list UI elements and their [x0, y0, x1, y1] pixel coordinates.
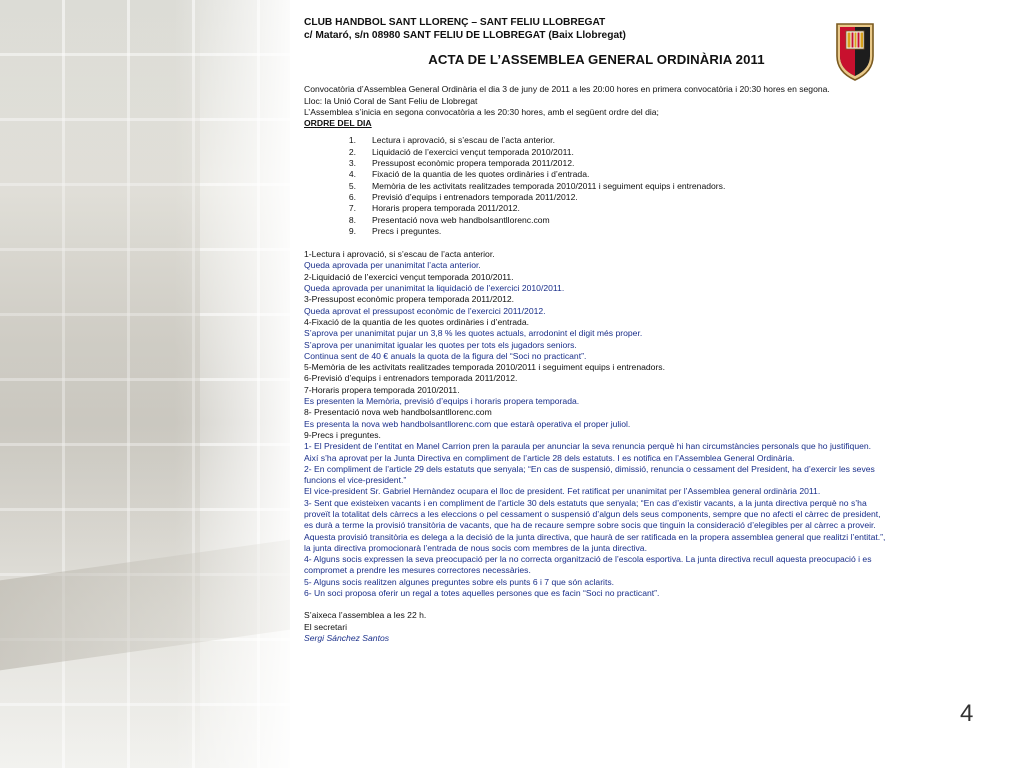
secretary-name: Sergi Sánchez Santos — [304, 632, 390, 643]
document-title: ACTA DE L’ASSEMBLEA GENERAL ORDINÀRIA 2011 — [428, 52, 765, 67]
minutes-item-resolution: Continua sent de 40 € anuals la quota de la figura del “Soci no practicant”. — [304, 350, 587, 361]
agenda-item-number: 1. — [348, 135, 356, 146]
agenda-list — [304, 135, 889, 237]
agenda-item — [304, 158, 889, 169]
agenda-item-number: 5. — [348, 180, 356, 191]
minutes-item-resolution: El vice-president Sr. Gabriel Hernàndez ocupara el lloc de president. Fet ratificat per unanimitat per l’Assemblea general ordinària 2011. — [304, 486, 821, 497]
secretary-label: El secretari — [304, 621, 347, 632]
minutes-item-resolution: Queda aprovat el pressupost econòmic de l’exercici 2011/2012. — [304, 305, 546, 316]
intro-start: L’Assemblea s’inicia en segona convocatòria a les 20:30 hores, amb el següent ordre del dia; — [304, 106, 659, 117]
minutes-item-heading: 9-Precs i preguntes. — [304, 429, 381, 440]
agenda-item — [304, 215, 889, 226]
minutes-item-resolution: 1- El President de l’entitat en Manel Carrion pren la paraula per anunciar la seva renuncia perquè hi han circumstàncies personals que ho justifiquen. — [304, 441, 872, 452]
agenda-item-number: 9. — [348, 225, 356, 236]
agenda-heading: ORDRE DEL DIA — [304, 118, 372, 129]
document-body — [304, 16, 889, 644]
minutes-item-heading: 7-Horaris propera temporada 2010/2011. — [304, 384, 460, 395]
agenda-item-text: Pressupost econòmic propera temporada 2011/2012. — [372, 158, 575, 169]
minutes-item-heading: 5-Memòria de les activitats realitzades temporada 2010/2011 i seguiment equips i entrenadors. — [304, 362, 665, 373]
minutes-item-resolution: S’aprova per unanimitat pujar un 3,8 % les quotes actuals, arrodonint el digit més proper. — [304, 328, 643, 339]
page-number: 4 — [960, 700, 974, 727]
agenda-item-number: 4. — [348, 169, 356, 180]
minutes-item-resolution: 5- Alguns socis realitzen algunes preguntes sobre els punts 6 i 7 que són aclarits. — [304, 576, 615, 587]
minutes-item-heading: 3-Pressupost econòmic propera temporada 2011/2012. — [304, 294, 515, 305]
minutes-item-resolution: Es presenta la nova web handbolsantllorenc.com que estarà operativa el proper juliol. — [304, 418, 631, 429]
club-name: CLUB HANDBOL SANT LLORENÇ – SANT FELIU LLOBREGAT — [304, 17, 606, 28]
agenda-item — [304, 203, 889, 214]
agenda-item-number: 6. — [348, 191, 356, 202]
minutes-item-resolution: 4- Alguns socis expressen la seva preocupació per la no correcta organització de l’escola esportiva. La junta directiva recull aquesta preocupació i es compromet a prendre les mesures correctores necessàries. — [304, 554, 872, 576]
closing-line: S’aixeca l’assemblea a les 22 h. — [304, 610, 427, 621]
agenda-item — [304, 192, 889, 203]
minutes-item-resolution: Queda aprovada per unanimitat l’acta anterior. — [304, 260, 481, 271]
agenda-item-text: Memòria de les activitats realitzades temporada 2010/2011 i seguiment equips i entrenadors. — [372, 180, 726, 191]
agenda-item-text: Liquidació de l’exercici vençut temporada 2010/2011. — [372, 146, 574, 157]
agenda-item-number: 8. — [348, 214, 356, 225]
minutes-item-resolution: S’aprova per unanimitat igualar les quotes per tots els jugadors seniors. — [304, 339, 577, 350]
agenda-item-text: Precs i preguntes. — [372, 225, 442, 236]
minutes-item-heading: 6-Previsió d’equips i entrenadors temporada 2011/2012. — [304, 373, 518, 384]
minutes-item-resolution: Queda aprovada per unanimitat la liquidació de l’exercici 2010/2011. — [304, 283, 565, 294]
agenda-item-text: Previsió d’equips i entrenadors temporada 2011/2012. — [372, 191, 578, 202]
minutes-item-heading: 2-Liquidació de l’exercici vençut temporada 2010/2011. — [304, 271, 514, 282]
agenda-item-number: 7. — [348, 203, 356, 214]
minutes-item-resolution: Així s’ha aprovat per la Junta Directiva en compliment de l’article 28 dels estatuts. I es notifica en l’Assemblea General Ordinària. — [304, 452, 795, 463]
minutes-item-heading: 1-Lectura i aprovació, si s’escau de l’acta anterior. — [304, 249, 495, 260]
agenda-item — [304, 135, 889, 146]
agenda-item-text: Lectura i aprovació, si s’escau de l’acta anterior. — [372, 135, 555, 146]
minutes-item-heading: 4-Fixació de la quantia de les quotes ordinàries i d’entrada. — [304, 316, 530, 327]
minutes-item-resolution: Es presenten la Memòria, previsió d’equips i horaris propera temporada. — [304, 396, 580, 407]
agenda-item-text: Horaris propera temporada 2011/2012. — [372, 203, 520, 214]
agenda-item — [304, 147, 889, 158]
minutes-item-resolution: 3- Sent que existeixen vacants i en compliment de l’article 30 dels estatuts que senyala; “En cas d’existir vacants, a la junta directiva perquè no s’ha proveït la totalitat dels càrrecs a les eleccions o pel cessament o suspensió d’algun dels seus components, sempre que no afecti el càrrec de president, es durà a terme la provisió transitòria de vacants, que ha de recaure sempre sobre socis que tinguin la consideració d’elegibles per al càrrec a proveir. Aquesta provisió transitòria es delega a la decisió de la junta directiva, que haurà de ser ratificada en la propera assemblea general que realitzi l’entitat.”, la junta directiva promocionarà l’entrada de nous socis com membres de la junta directiva. — [304, 497, 886, 553]
agenda-item — [304, 169, 889, 180]
agenda-item-number: 3. — [348, 158, 356, 169]
agenda-item — [304, 226, 889, 237]
minutes-section — [304, 249, 889, 599]
agenda-item — [304, 181, 889, 192]
agenda-item-text: Fixació de la quantia de les quotes ordinàries i d’entrada. — [372, 169, 590, 180]
agenda-item-number: 2. — [348, 146, 356, 157]
minutes-item-resolution: 2- En compliment de l’article 29 dels estatuts que senyala; “En cas de suspensió, dimissió, renuncia o cessament del President, ha d’exercir les seves funcions el vice-president.” — [304, 463, 875, 486]
intro-location: Lloc: la Unió Coral de Sant Feliu de Llobregat — [304, 95, 478, 106]
intro-convocation: Convocatòria d’Assemblea General Ordinària el dia 3 de juny de 2011 a les 20:00 hores en primera convocatòria i 20:30 hores en segona. — [304, 84, 830, 95]
agenda-item-text: Presentació nova web handbolsantllorenc.com — [372, 214, 550, 225]
minutes-item-heading: 8- Presentació nova web handbolsantllorenc.com — [304, 407, 492, 418]
club-address: c/ Mataró, s/n 08980 SANT FELIU DE LLOBREGAT (Baix Llobregat) — [304, 30, 626, 41]
minutes-item-resolution: 6- Un soci proposa oferir un regal a totes aquelles persones que es facin “Soci no practicant”. — [304, 588, 660, 599]
